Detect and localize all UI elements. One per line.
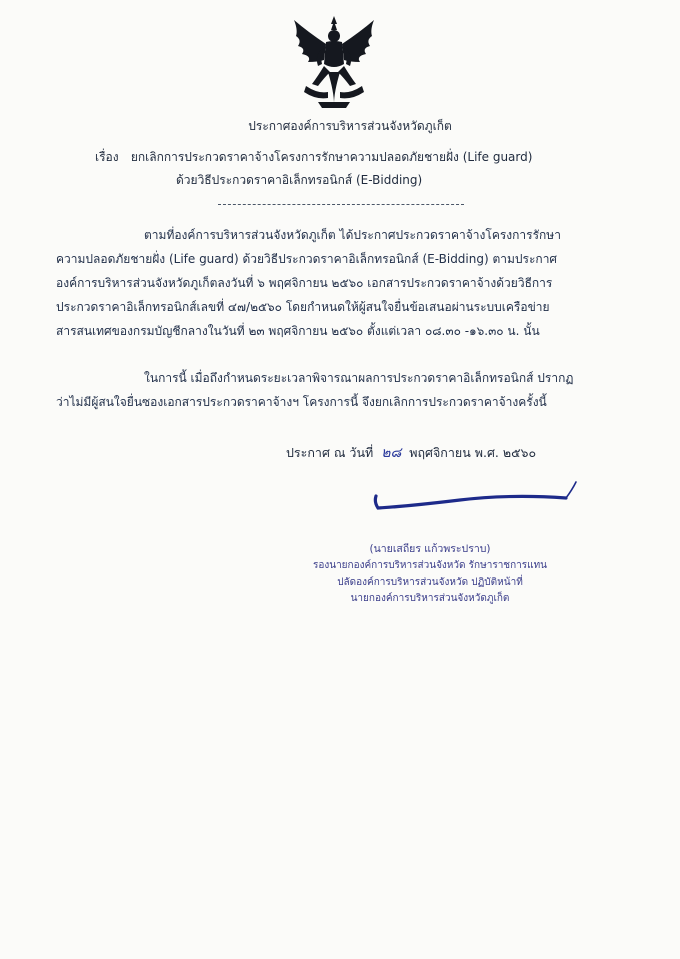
subject-line-2: ด้วยวิธีประกวดราคาอิเล็กทรอนิกส์ (E-Bidding) <box>176 173 423 187</box>
paragraph-line: ประกวดราคาอิเล็กทรอนิกส์เลขที่ ๔๗/๒๕๖๐ โดยกำหนดให้ผู้สนใจยื่นข้อเสนอผ่านระบบเครือข่าย <box>56 300 550 314</box>
subject-line <box>95 149 615 165</box>
document-heading: ประกาศองค์การบริหารส่วนจังหวัดภูเก็ต <box>248 119 452 133</box>
paragraph-line: ตามที่องค์การบริหารส่วนจังหวัดภูเก็ต ได้ประกาศประกวดราคาจ้างโครงการรักษา <box>144 228 561 242</box>
subject-label: เรื่อง <box>95 150 119 164</box>
announcement-date <box>286 442 536 464</box>
paragraph-2 <box>56 366 616 414</box>
paragraph-line: สารสนเทศของกรมบัญชีกลางในวันที่ ๒๓ พฤศจิกายน ๒๕๖๐ ตั้งแต่เวลา ๐๘.๓๐ -๑๖.๓๐ น. นั้น <box>56 324 540 338</box>
date-suffix: พฤศจิกายน พ.ศ. ๒๕๖๐ <box>409 445 537 460</box>
paragraph-line: ความปลอดภัยชายฝั่ง (Life guard) ด้วยวิธีประกวดราคาอิเล็กทรอนิกส์ (E-Bidding) ตามประกาศ <box>56 252 558 266</box>
date-prefix: ประกาศ ณ วันที่ <box>286 445 374 460</box>
heading-divider <box>218 204 464 205</box>
handwritten-signature-icon <box>370 478 590 518</box>
handwritten-day: ๒๘ <box>381 445 402 461</box>
garuda-emblem-icon <box>288 14 380 110</box>
signatory-title-2: ปลัดองค์การบริหารส่วนจังหวัด ปฏิบัติหน้าที่ <box>337 577 523 588</box>
paragraph-line: ว่าไม่มีผู้สนใจยื่นซองเอกสารประกวดราคาจ้างฯ โครงการนี้ จึงยกเลิกการประกวดราคาจ้างครั้งนี้ <box>56 395 547 409</box>
signatory-title-3: นายกองค์การบริหารส่วนจังหวัดภูเก็ต <box>350 593 510 604</box>
paragraph-1 <box>56 223 616 343</box>
signatory-title-1: รองนายกองค์การบริหารส่วนจังหวัด รักษาราชการแทน <box>312 560 548 571</box>
signatory-name: (นายเสถียร แก้วพระปราบ) <box>369 543 491 555</box>
paragraph-line: องค์การบริหารส่วนจังหวัดภูเก็ตลงวันที่ ๖ พฤศจิกายน ๒๕๖๐ เอกสารประกวดราคาจ้างด้วยวิธีการ <box>56 276 553 290</box>
subject-text: ยกเลิกการประกวดราคาจ้างโครงการรักษาความปลอดภัยชายฝั่ง (Life guard) <box>130 150 533 164</box>
paragraph-line: ในการนี้ เมื่อถึงกำหนดระยะเวลาพิจารณาผลการประกวดราคาอิเล็กทรอนิกส์ ปรากฏ <box>144 371 574 385</box>
